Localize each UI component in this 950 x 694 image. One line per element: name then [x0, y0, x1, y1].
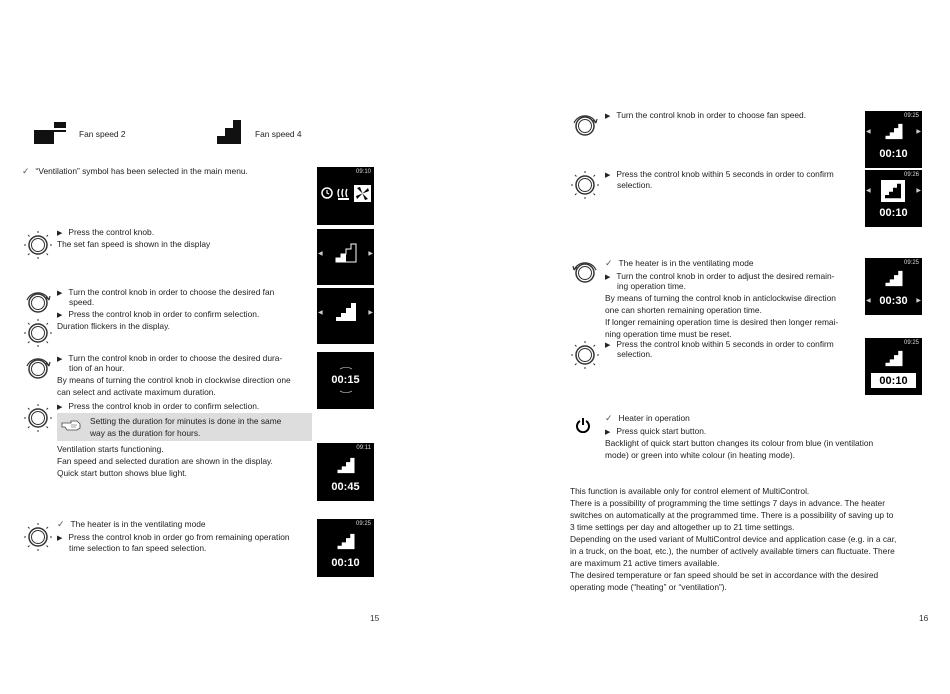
- screen-time: 09:25: [355, 521, 371, 527]
- control-knob-press-icon-r4: [570, 340, 600, 370]
- fan-speed-4-label: Fan speed 4: [255, 129, 302, 139]
- para-line: switches on automatically at the programmed time. There is a possibility of saving up to: [570, 510, 894, 520]
- step6-line1: ✓ The heater is in the ventilating mode: [57, 518, 206, 530]
- r-step1-text: ▶ Turn the control knob in order to choose fan speed.: [605, 109, 806, 123]
- step1-text: ✓ “Ventilation” symbol has been selected in the main menu.: [22, 165, 248, 177]
- r-step5-line3: Backlight of quick start button changes its colour from blue (in ventilation: [605, 438, 874, 448]
- control-knob-press-icon-3: [23, 403, 53, 433]
- r-step2-line2: selection.: [617, 180, 653, 190]
- step6-line3: time selection to fan speed selection.: [69, 543, 207, 553]
- fan-speed-icon: [884, 350, 904, 367]
- ventilation-running-screen: [317, 443, 374, 501]
- control-knob-press-icon-r2: [570, 170, 600, 200]
- r-step2-line1: ▶ Press the control knob within 5 seconds in order to confirm: [605, 168, 834, 182]
- step3-line3: ▶ Press the control knob in order to confirm selection.: [57, 308, 259, 322]
- control-knob-press-icon: [23, 230, 53, 260]
- step4-line2: tion of an hour.: [69, 363, 125, 373]
- step3-line1: ▶ Turn the control knob in order to choose the desired fan: [57, 286, 274, 300]
- r-remaining-time-screen: 09:25 ◀ ▶ 00:30: [865, 258, 922, 315]
- fan-speed-screen: ◀ ▶: [317, 229, 374, 285]
- result-line1: Ventilation starts functioning.: [57, 444, 164, 454]
- control-knob-press-icon-2: [23, 318, 53, 348]
- note-box: [57, 413, 312, 441]
- para-line: This function is available only for control element of MultiControl.: [570, 486, 810, 496]
- r-step3-line6: If longer remaining operation time is desired then longer remai-: [605, 317, 839, 327]
- step3-line4: Duration flickers in the display.: [57, 321, 170, 331]
- fan-speed-2-label: Fan speed 2: [79, 129, 126, 139]
- main-menu-icons: [319, 183, 373, 203]
- r-step5-line1: ✓ Heater in operation: [605, 412, 690, 424]
- ventilating-mode-screen: [317, 519, 374, 577]
- step4-line1: ▶ Turn the control knob in order to choose the desired dura-: [57, 352, 282, 366]
- duration-screen: [317, 352, 374, 409]
- r-fan-speed-screen: 09:25 ◀ ▶ 00:10: [865, 111, 922, 168]
- fan-speed-icon: [335, 302, 357, 322]
- fan-speed-outline-icon: [335, 243, 357, 263]
- para-line: Depending on the used variant of MultiControl device and application case (e.g. in a car,: [570, 534, 897, 544]
- r-step3-line3: ing operation time.: [617, 281, 686, 291]
- step3-line2: speed.: [69, 297, 95, 307]
- page-number-left: 15: [370, 613, 380, 623]
- fan-speed-filled-screen: ◀ ▶: [317, 288, 374, 344]
- result-line2: Fan speed and selected duration are shown in the display.: [57, 456, 273, 466]
- para-line: There is a possibility of programming the time settings 7 days in advance. The heater: [570, 498, 885, 508]
- screen-time: 09:26: [903, 172, 919, 178]
- screen-duration: 00:30: [879, 295, 908, 307]
- screen-duration: 00:45: [331, 481, 360, 493]
- para-line: operating mode (“heating” or “ventilation”).: [570, 582, 727, 592]
- r-confirm-screen: 09:26 ◀ ▶ 00:10: [865, 170, 922, 227]
- r-step5-line4: mode) or green into white colour (in heating mode).: [605, 450, 795, 460]
- fan-speed-icon: [336, 533, 356, 550]
- step2-line1: ▶ Press the control knob.: [57, 226, 154, 240]
- step2-line2: The set fan speed is shown in the display: [57, 239, 211, 249]
- step4-line3: By means of turning the control knob in clockwise direction one: [57, 375, 291, 385]
- r-step4-line1: ▶ Press the control knob within 5 seconds in order to confirm: [605, 338, 834, 352]
- step5-line1: ▶ Press the control knob in order to confirm selection.: [57, 400, 259, 414]
- page-number-right: 16: [919, 613, 929, 623]
- screen-duration: 00:10: [879, 375, 908, 387]
- control-knob-turn-icon: [23, 288, 53, 318]
- r-step4-line2: selection.: [617, 349, 653, 359]
- r-step3-line5: one can shorten remaining operation time.: [605, 305, 762, 315]
- step4-line4: can select and activate maximum duration.: [57, 387, 216, 397]
- r-step3-line7: ning operation time must be reset.: [605, 329, 732, 339]
- para-line: are maximum 21 active timers available.: [570, 558, 720, 568]
- control-knob-turn-icon-r3: [570, 258, 600, 288]
- selected-fan-speed-box: [881, 180, 905, 202]
- fan-speed-icon: [884, 123, 904, 140]
- screen-time: 09:10: [355, 169, 371, 175]
- r-step3-line1: ✓ The heater is in the ventilating mode: [605, 257, 754, 269]
- control-knob-turn-icon-2: [23, 354, 53, 384]
- fan-speed-2-icon: [34, 112, 66, 144]
- step6-line2: ▶ Press the control knob in order go from remaining operation: [57, 531, 290, 545]
- fan-speed-icon: [336, 457, 356, 474]
- fan-speed-icon: [884, 183, 902, 199]
- para-line: 3 time settings per day and altogether up to 21 time settings.: [570, 522, 795, 532]
- result-line3: Quick start button shows blue light.: [57, 468, 187, 478]
- screen-time: 09:11: [356, 445, 371, 451]
- main-menu-screen: [317, 167, 374, 225]
- screen-duration: 00:10: [879, 207, 908, 219]
- r-step5-line2: ▶ Press quick start button.: [605, 425, 706, 439]
- screen-duration: 00:10: [879, 148, 908, 160]
- r-confirm-time-screen: [865, 338, 922, 395]
- pointing-hand-icon: [61, 419, 81, 431]
- power-icon: [575, 417, 591, 433]
- control-knob-turn-icon-r1: [570, 111, 600, 141]
- r-step3-line4: By means of turning the control knob in anticlockwise direction: [605, 293, 836, 303]
- screen-time: 09:25: [903, 113, 919, 119]
- note-line2: way as the duration for hours.: [90, 428, 201, 438]
- screen-time: 09:25: [903, 260, 919, 266]
- fan-speed-4-icon: [209, 112, 241, 144]
- duration-value: 00:15: [331, 374, 360, 386]
- screen-duration: 00:10: [331, 557, 360, 569]
- screen-time: 09:25: [903, 340, 919, 346]
- para-line: The desired temperature or fan speed should be set in accordance with the desired: [570, 570, 879, 580]
- r-step3-line2: ▶ Turn the control knob in order to adjust the desired remain-: [605, 270, 834, 284]
- para-line: in a truck, on the boat, etc.), the number of actively available timers can fluctuate. There: [570, 546, 895, 556]
- control-knob-press-icon-4: [23, 522, 53, 552]
- note-line1: Setting the duration for minutes is done in the same: [90, 416, 282, 426]
- selected-time-box: [871, 373, 916, 388]
- fan-speed-icon: [884, 270, 904, 287]
